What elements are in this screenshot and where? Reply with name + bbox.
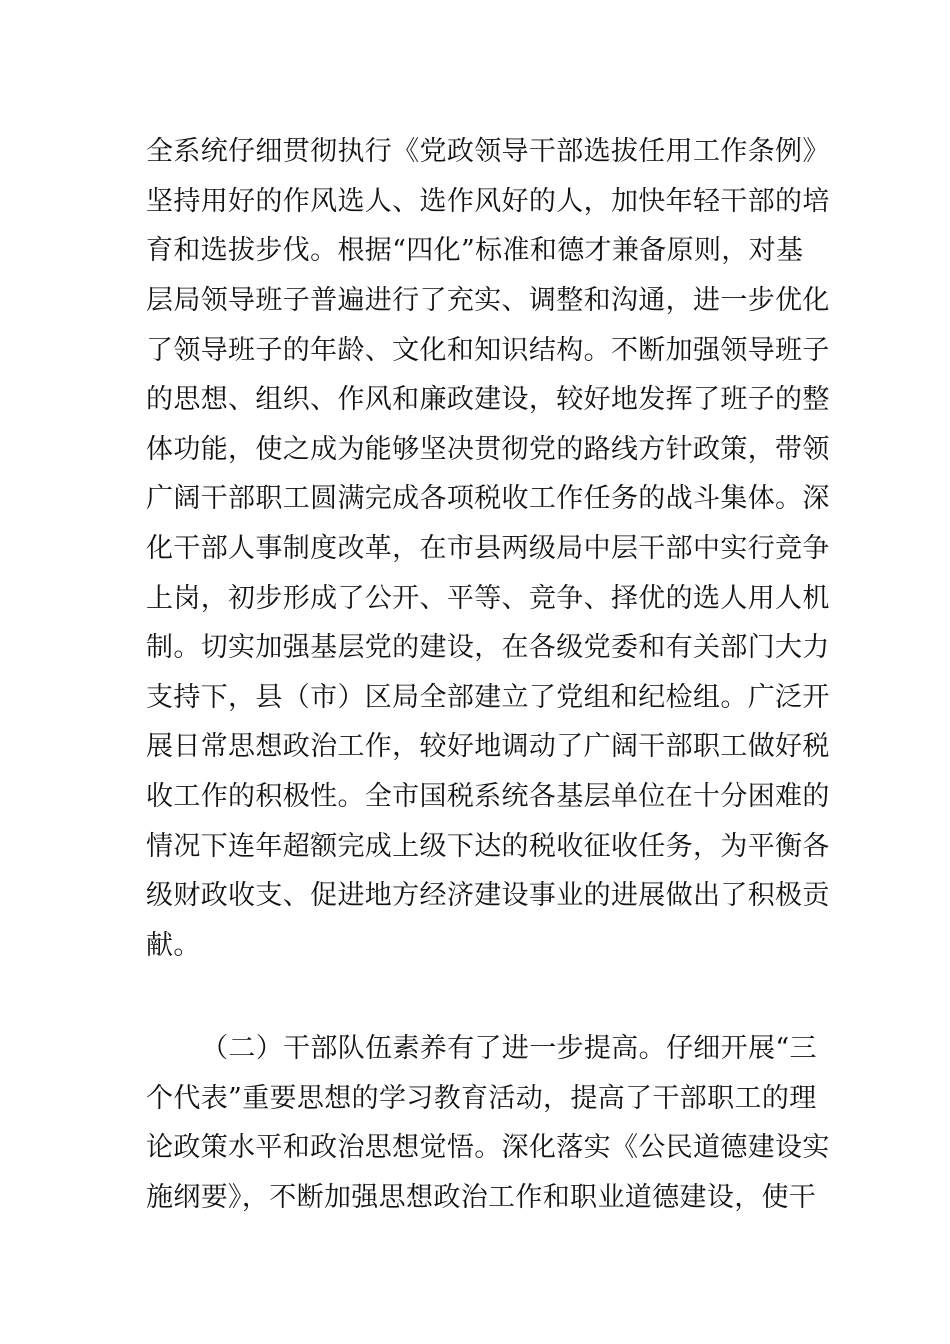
text-line: 的思想、组织、作风和廉政建设，较好地发挥了班子的整 [146,384,830,415]
text-line: 支持下，县（市）区局全部建立了党组和纪检组。广泛开 [146,682,830,713]
text-line: 化干部人事制度改革，在市县两级局中层干部中实行竞争 [146,533,830,564]
text-line: 情况下连年超额完成上级下达的税收征收任务，为平衡各 [146,831,830,862]
text-line: 收工作的积极性。全市国税系统各基层单位在十分困难的 [146,781,830,812]
text-line: 献。 [146,930,201,961]
text-line: 展日常思想政治工作，较好地调动了广阔干部职工做好税 [146,731,830,762]
text-line: 个代表”重要思想的学习教育活动，提高了干部职工的理 [146,1083,817,1114]
text-line: 制。切实加强基层党的建设，在各级党委和有关部门大力 [146,632,830,663]
text-line: 施纲要》，不断加强思想政治工作和职业道德建设，使干 [146,1182,817,1213]
text-line: 了领导班子的年龄、文化和知识结构。不断加强领导班子 [146,335,830,366]
text-line: 坚持用好的作风选人、选作风好的人，加快年轻干部的培 [146,186,830,217]
text-line: 育和选拔步伐。根据“四化”标准和德才兼备原则，对基 [146,235,804,266]
text-line: 上岗，初步形成了公开、平等、竞争、择优的选人用人机 [146,583,830,614]
text-line: （二）干部队伍素养有了进一步提高。仔细开展“三 [201,1033,817,1064]
text-line: 全系统仔细贯彻执行《党政领导干部选拔任用工作条例》 [146,136,830,167]
text-line: 广阔干部职工圆满完成各项税收工作任务的战斗集体。深 [146,483,830,514]
text-line: 层局领导班子普遍进行了充实、调整和沟通，进一步优化 [146,285,830,316]
text-line: 论政策水平和政治思想觉悟。深化落实《公民道德建设实 [146,1132,830,1163]
text-line: 体功能，使之成为能够坚决贯彻党的路线方针政策，带领 [146,434,830,465]
text-line: 级财政收支、促进地方经济建设事业的进展做出了积极贡 [146,880,830,911]
